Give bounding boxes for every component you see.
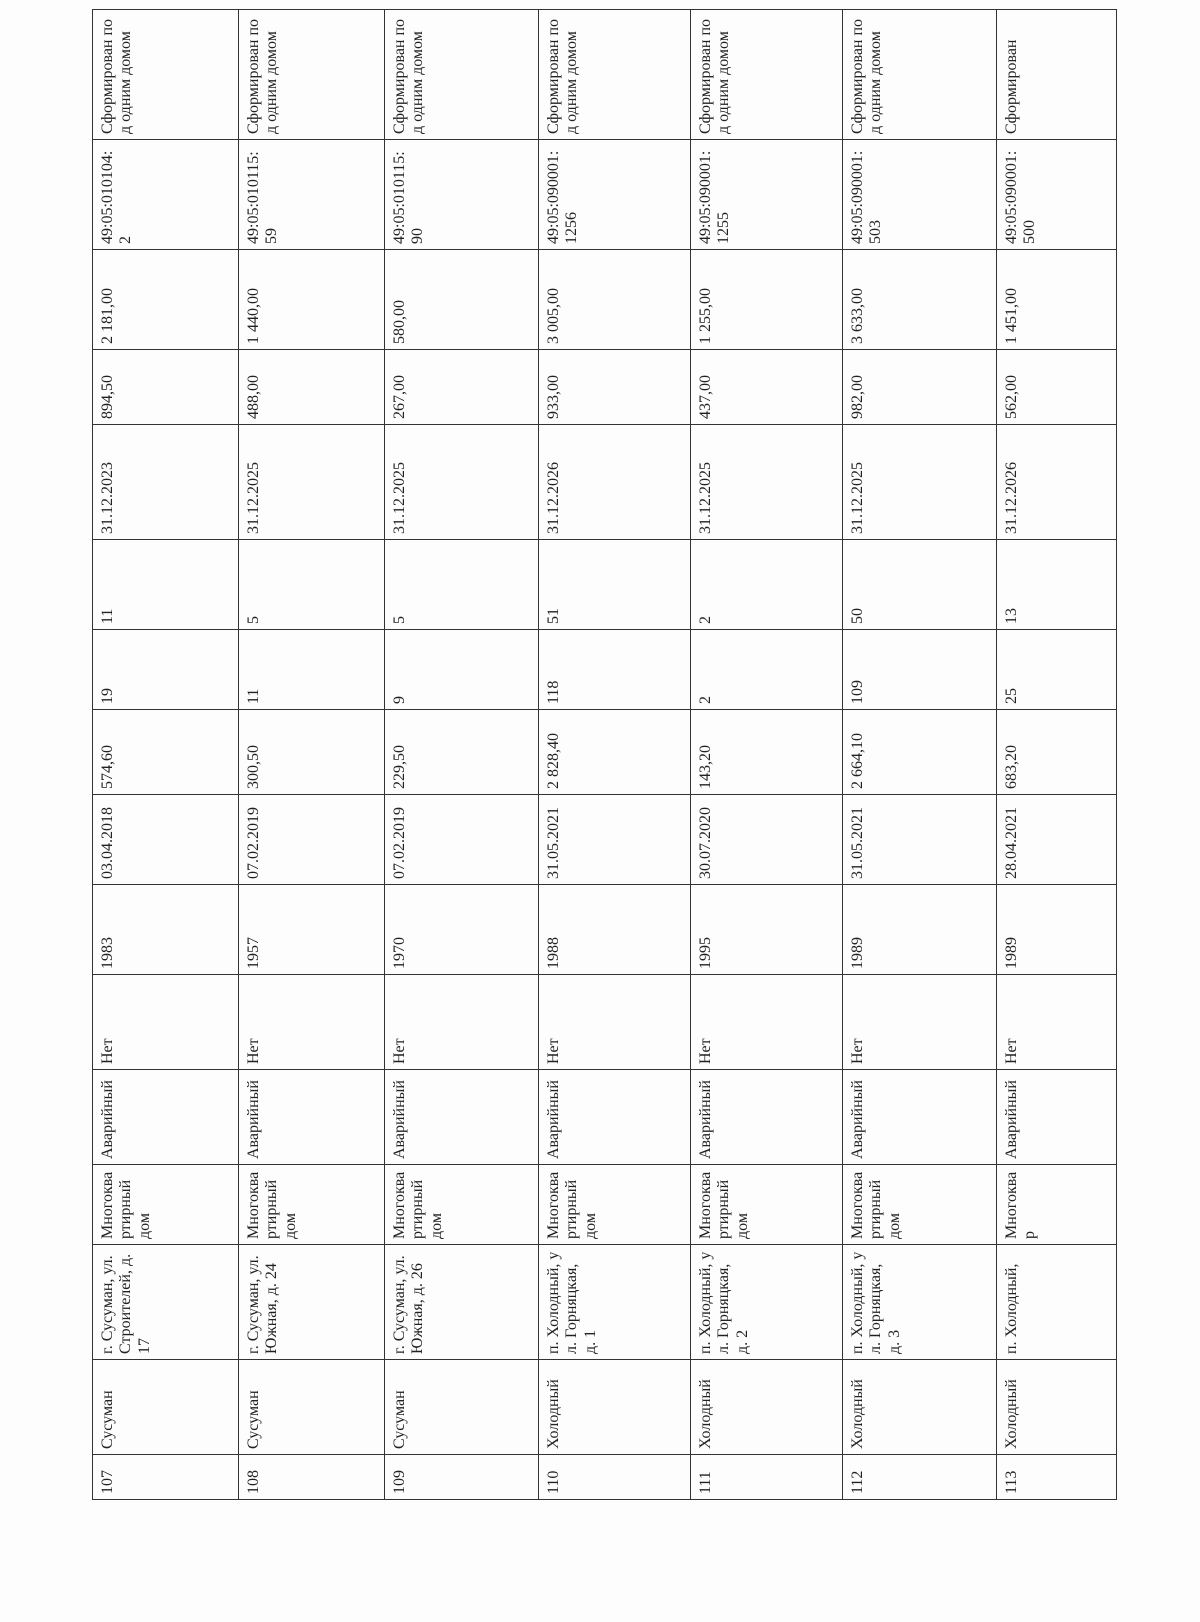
cell-deadline: 31.12.2026 (539, 425, 691, 540)
cell-number: 110 (539, 1455, 691, 1500)
cell-date: 07.02.2019 (239, 795, 385, 885)
cell-cadastral: 49:05:010115:90 (385, 140, 539, 250)
cell-rooms: 2 (691, 540, 843, 630)
cell-address: г. Сусуман, ул. Южная, д. 24 (239, 1245, 385, 1360)
cell-area2: 267,00 (385, 350, 539, 425)
cell-house-type: Многоквартирный дом (385, 1165, 539, 1245)
cell-residents: 2 (691, 630, 843, 710)
cell-residents: 11 (239, 630, 385, 710)
cell-cadastral: 49:05:010115:59 (239, 140, 385, 250)
table-row (539, 10, 691, 1500)
cell-area2: 488,00 (239, 350, 385, 425)
cell-municipality: Сусуман (93, 1360, 239, 1455)
table-row (691, 10, 843, 1500)
cell-area: 2 828,40 (539, 710, 691, 795)
cell-date: 31.05.2021 (539, 795, 691, 885)
cell-municipality: Сусуман (385, 1360, 539, 1455)
cell-formed: Сформирован под одним домом (93, 10, 239, 140)
cell-rooms: 5 (385, 540, 539, 630)
table-row (93, 10, 239, 1500)
cell-flag: Нет (691, 975, 843, 1070)
cell-rooms: 51 (539, 540, 691, 630)
table-row (239, 10, 385, 1500)
cell-date: 28.04.2021 (997, 795, 1117, 885)
cell-deadline: 31.12.2026 (997, 425, 1117, 540)
cell-address: п. Холодный, ул. Горняцкая, д. 3 (843, 1245, 997, 1360)
cell-area2: 562,00 (997, 350, 1117, 425)
cell-house-type: Многоквартирный дом (691, 1165, 843, 1245)
cell-land-area: 1 440,00 (239, 250, 385, 350)
cell-year: 1988 (539, 885, 691, 975)
cell-area2: 933,00 (539, 350, 691, 425)
cell-municipality: Холодный (997, 1360, 1117, 1455)
cell-flag: Нет (843, 975, 997, 1070)
cell-deadline: 31.12.2025 (385, 425, 539, 540)
cell-formed: Сформирован под одним домом (843, 10, 997, 140)
cell-rooms: 11 (93, 540, 239, 630)
cell-flag: Нет (997, 975, 1117, 1070)
table-row (997, 10, 1117, 1500)
cell-land-area: 2 181,00 (93, 250, 239, 350)
cell-area2: 982,00 (843, 350, 997, 425)
cell-house-type: Многоквартирный дом (843, 1165, 997, 1245)
cell-formed: Сформирован под одним домом (691, 10, 843, 140)
cell-municipality: Холодный (539, 1360, 691, 1455)
cell-area: 574,60 (93, 710, 239, 795)
cell-land-area: 3 633,00 (843, 250, 997, 350)
cell-year: 1970 (385, 885, 539, 975)
cell-address: п. Холодный, ул. Горняцкая, д. 2 (691, 1245, 843, 1360)
cell-formed: Сформирован под одним домом (239, 10, 385, 140)
cell-residents: 25 (997, 630, 1117, 710)
cell-formed: Сформирован (997, 10, 1117, 140)
cell-area2: 894,50 (93, 350, 239, 425)
cell-house-type: Многоквар (997, 1165, 1117, 1245)
cell-residents: 118 (539, 630, 691, 710)
housing-register-table (92, 9, 1117, 1500)
cell-area: 143,20 (691, 710, 843, 795)
cell-number: 111 (691, 1455, 843, 1500)
cell-flag: Нет (385, 975, 539, 1070)
cell-number: 113 (997, 1455, 1117, 1500)
cell-address: г. Сусуман, ул. Южная, д. 26 (385, 1245, 539, 1360)
cell-land-area: 1 255,00 (691, 250, 843, 350)
cell-house-type: Многоквартирный дом (239, 1165, 385, 1245)
cell-address: п. Холодный, ул. Горняцкая, д. 1 (539, 1245, 691, 1360)
cell-cadastral: 49:05:090001:1255 (691, 140, 843, 250)
cell-flag: Нет (539, 975, 691, 1070)
cell-status: Аварийный (93, 1070, 239, 1165)
cell-residents: 19 (93, 630, 239, 710)
cell-status: Аварийный (385, 1070, 539, 1165)
cell-status: Аварийный (691, 1070, 843, 1165)
cell-formed: Сформирован под одним домом (385, 10, 539, 140)
cell-rooms: 13 (997, 540, 1117, 630)
cell-house-type: Многоквартирный дом (539, 1165, 691, 1245)
table-row (843, 10, 997, 1500)
cell-rooms: 50 (843, 540, 997, 630)
cell-cadastral: 49:05:010104:2 (93, 140, 239, 250)
cell-formed: Сформирован под одним домом (539, 10, 691, 140)
cell-flag: Нет (93, 975, 239, 1070)
cell-land-area: 3 005,00 (539, 250, 691, 350)
cell-house-type: Многоквартирный дом (93, 1165, 239, 1245)
cell-year: 1995 (691, 885, 843, 975)
cell-address: п. Холодный, (997, 1245, 1117, 1360)
cell-number: 109 (385, 1455, 539, 1500)
cell-date: 30.07.2020 (691, 795, 843, 885)
cell-area2: 437,00 (691, 350, 843, 425)
cell-status: Аварийный (539, 1070, 691, 1165)
cell-area: 2 664,10 (843, 710, 997, 795)
cell-year: 1957 (239, 885, 385, 975)
cell-year: 1989 (997, 885, 1117, 975)
cell-date: 07.02.2019 (385, 795, 539, 885)
cell-year: 1983 (93, 885, 239, 975)
cell-cadastral: 49:05:090001:503 (843, 140, 997, 250)
rotated-table-container (92, 18, 1116, 1500)
cell-residents: 9 (385, 630, 539, 710)
cell-number: 112 (843, 1455, 997, 1500)
cell-deadline: 31.12.2025 (239, 425, 385, 540)
table-row (385, 10, 539, 1500)
cell-deadline: 31.12.2025 (843, 425, 997, 540)
cell-status: Аварийный (997, 1070, 1117, 1165)
cell-cadastral: 49:05:090001:500 (997, 140, 1117, 250)
cell-number: 108 (239, 1455, 385, 1500)
cell-area: 229,50 (385, 710, 539, 795)
cell-date: 03.04.2018 (93, 795, 239, 885)
cell-municipality: Сусуман (239, 1360, 385, 1455)
cell-residents: 109 (843, 630, 997, 710)
cell-area: 683,20 (997, 710, 1117, 795)
cell-cadastral: 49:05:090001:1256 (539, 140, 691, 250)
cell-deadline: 31.12.2025 (691, 425, 843, 540)
cell-address: г. Сусуман, ул. Строителей, д. 17 (93, 1245, 239, 1360)
cell-municipality: Холодный (843, 1360, 997, 1455)
cell-land-area: 580,00 (385, 250, 539, 350)
cell-deadline: 31.12.2023 (93, 425, 239, 540)
cell-rooms: 5 (239, 540, 385, 630)
cell-flag: Нет (239, 975, 385, 1070)
cell-date: 31.05.2021 (843, 795, 997, 885)
cell-status: Аварийный (843, 1070, 997, 1165)
cell-number: 107 (93, 1455, 239, 1500)
cell-status: Аварийный (239, 1070, 385, 1165)
cell-year: 1989 (843, 885, 997, 975)
cell-area: 300,50 (239, 710, 385, 795)
cell-municipality: Холодный (691, 1360, 843, 1455)
cell-land-area: 1 451,00 (997, 250, 1117, 350)
